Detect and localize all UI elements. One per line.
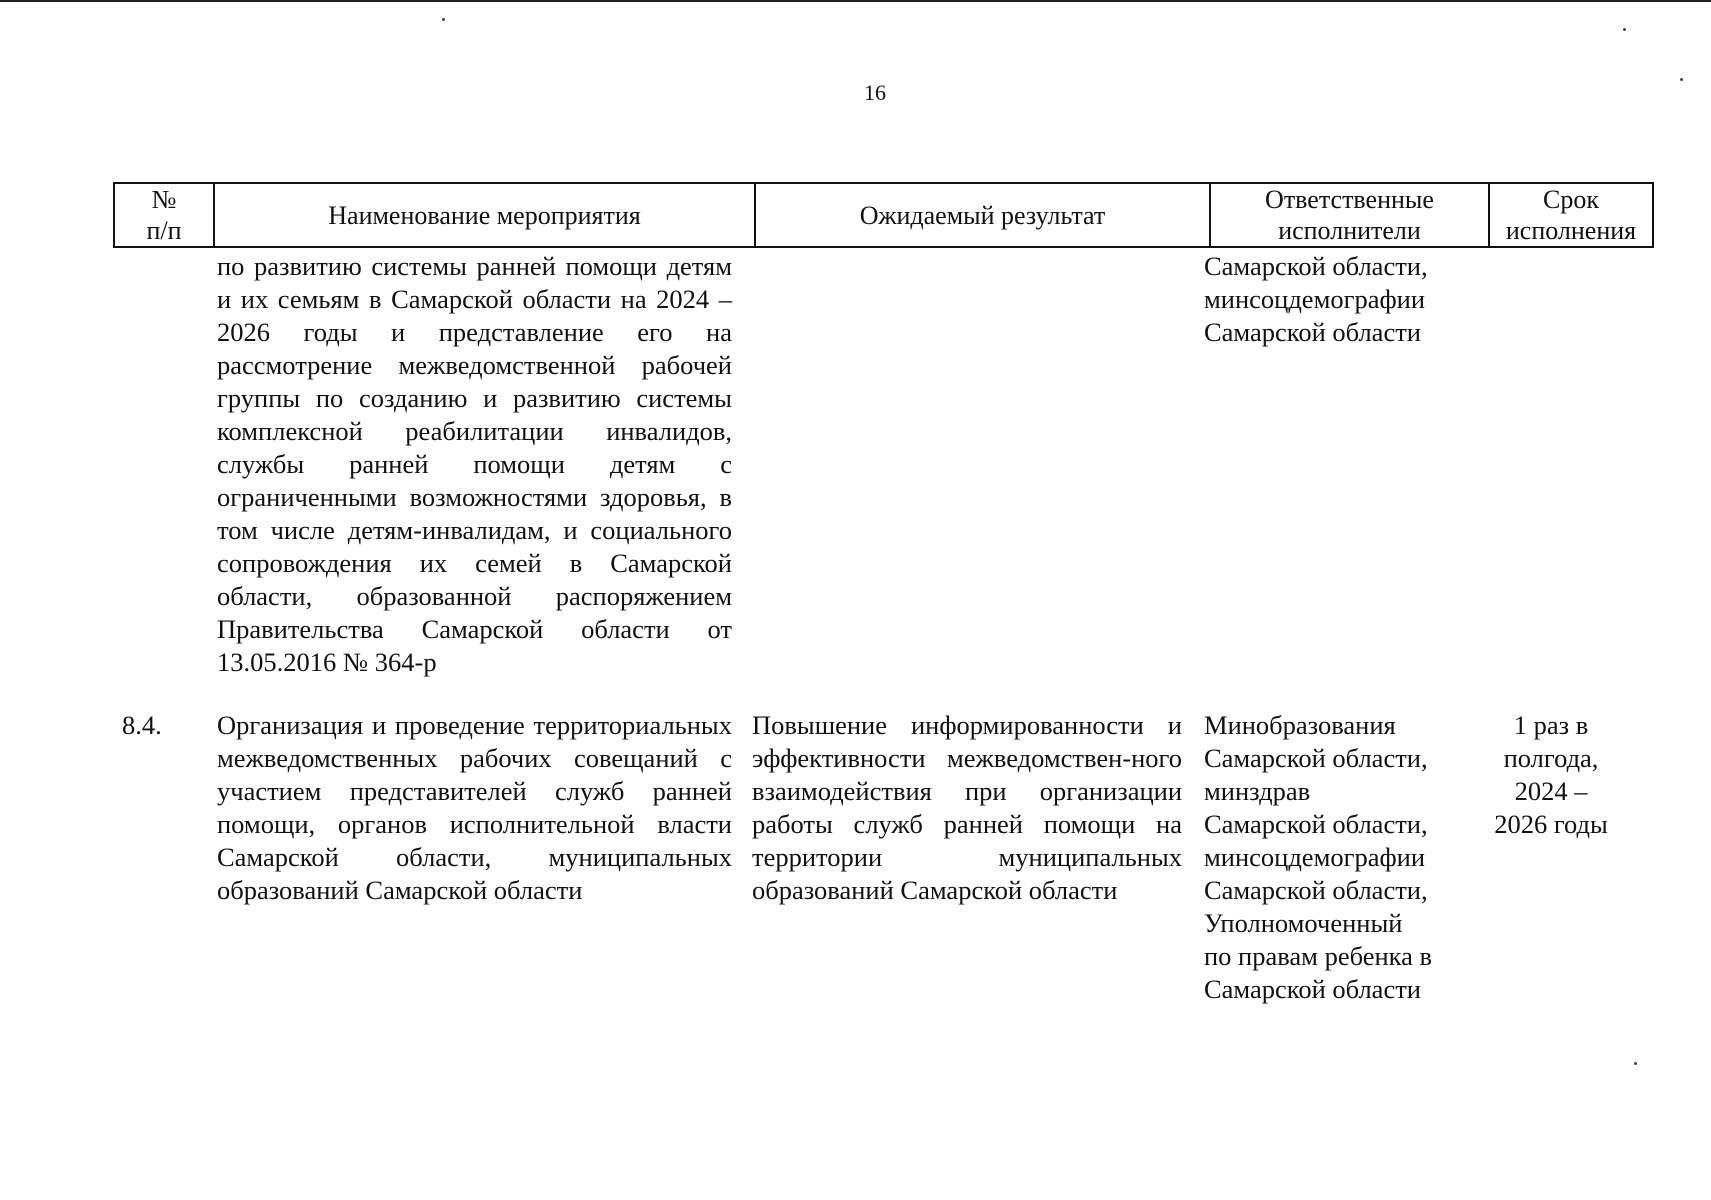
- header-deadline-line-2: исполнения: [1505, 216, 1637, 245]
- row-8-4-name: Организация и проведение территориальных межведомственных рабочих совещаний с участием представителей служб ранней помощи, органов исполнительной власти Самарской области, муниципальных образований Самарской области: [217, 710, 732, 905]
- header-result: Ожидаемый результат: [755, 183, 1210, 247]
- scan-speck: [1680, 78, 1683, 81]
- executor-line: минздрав: [1204, 776, 1311, 806]
- page-number: 16: [864, 80, 886, 105]
- table-header: [113, 182, 1654, 248]
- scan-speck: [1623, 28, 1626, 31]
- executor-line: Самарской области,: [1204, 875, 1428, 905]
- deadline-line: 2024 –: [1514, 776, 1588, 806]
- header-name: Наименование мероприятия: [214, 183, 755, 247]
- executor-line: Самарской области,: [1204, 743, 1428, 773]
- continued-executor-line: Самарской области: [1204, 317, 1421, 347]
- executor-line: Минобразования: [1204, 710, 1396, 740]
- continued-row-executors: [1204, 250, 1474, 349]
- row-8-4-executors: [1204, 709, 1474, 1006]
- header-num: [114, 183, 214, 247]
- header-executors: [1210, 183, 1489, 247]
- continued-executor-line: Самарской области,: [1204, 251, 1428, 281]
- deadline-line: 2026 годы: [1494, 809, 1608, 839]
- row-8-4-deadline: [1472, 709, 1630, 841]
- executor-line: Уполномоченный: [1204, 908, 1403, 938]
- deadline-line: полгода,: [1503, 743, 1599, 773]
- executor-line: по правам ребенка в: [1204, 941, 1433, 971]
- header-num-line-2: п/п: [146, 216, 182, 245]
- header-num-line-1: №: [151, 185, 177, 214]
- row-8-4-num: 8.4.: [122, 710, 162, 740]
- continued-row-name: по развитию системы ранней помощи детям и их семьям в Самарской области на 2024 – 2026 годы и представление его на рассмотрение межведомственной рабочей группы по созданию и развитию системы комплексной реабилитации инвалидов, службы ранней помощи детям с ограниченными возможностями здоровья, в том числе детям-инвалидам, и социального сопровождения их семей в Самарской области, образованной распоряжением Правительства Самарской области от 13.05.2016 № 364-р: [217, 251, 732, 677]
- scan-top-edge: [0, 0, 1711, 2]
- header-deadline-line-1: Срок: [1543, 185, 1599, 214]
- continued-executor-line: минсоцдемографии: [1204, 284, 1426, 314]
- executor-line: Самарской области,: [1204, 809, 1428, 839]
- header-deadline: [1489, 183, 1653, 247]
- scan-speck: [1634, 1062, 1637, 1065]
- header-executors-line-2: исполнители: [1278, 216, 1421, 245]
- executor-line: минсоцдемографии: [1204, 842, 1426, 872]
- executor-line: Самарской области: [1204, 974, 1421, 1004]
- row-8-4-result: Повышение информированности и эффективности межведомствен-ного взаимодействия при организации работы служб ранней помощи на территории муниципальных образований Самарской области: [752, 710, 1182, 905]
- header-executors-line-1: Ответственные: [1265, 185, 1434, 214]
- scan-speck: [442, 18, 445, 21]
- deadline-line: 1 раз в: [1513, 710, 1589, 740]
